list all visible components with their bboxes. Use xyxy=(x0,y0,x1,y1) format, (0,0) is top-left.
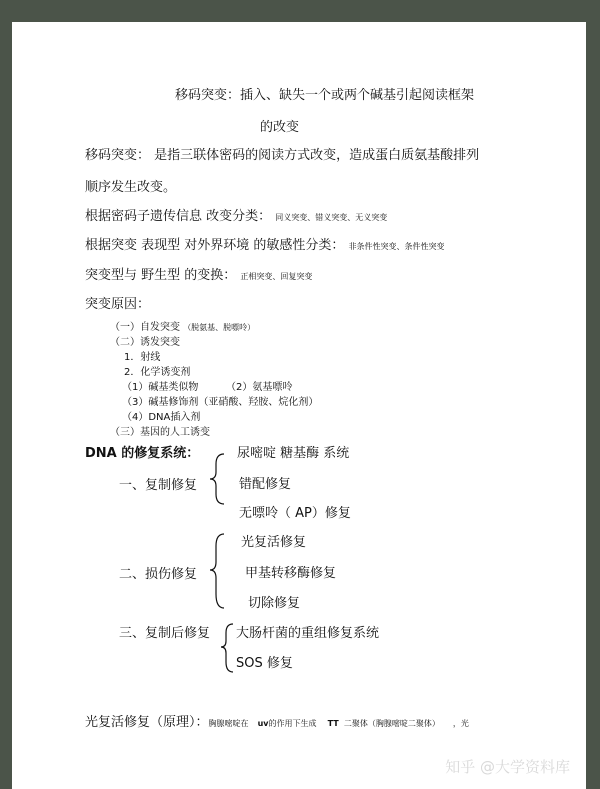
frameshift-definition: 移码突变： 是指三联体密码的阅读方式改变，造成蛋白质氨基酸排列 xyxy=(85,148,480,163)
repair-g2-item-1: 光复活修复 xyxy=(241,535,307,550)
photoreactivation-line: 光复活修复（原理）：胸腺嘧啶在 uv的作用下生成 TT 二聚体（胸腺嘧啶二聚体） ，光 xyxy=(85,715,469,730)
cause-aminopurine: （2）氨基嘌呤 xyxy=(226,382,293,393)
repair-g1-item-3: 无嘌呤（ AP）修复 xyxy=(239,506,351,521)
repair-g2-label: 二、损伤修复 xyxy=(119,567,198,582)
cause-dna-intercalator: （4）DNA插入剂 xyxy=(122,412,201,423)
watermark: 知乎 @大学资料库 xyxy=(445,758,570,776)
repair-g1-item-1: 尿嘧啶 糖基酶 系统 xyxy=(237,446,350,461)
cause-artificial: （三）基因的人工诱变 xyxy=(110,427,210,438)
repair-g2-item-3: 切除修复 xyxy=(248,596,301,611)
cause-induced-radiation: 1．射线 xyxy=(124,352,161,363)
cause-base-analog: （1）碱基类似物 xyxy=(122,382,199,393)
brace-2 xyxy=(208,532,230,610)
repair-g1-label: 一、复制修复 xyxy=(119,478,198,493)
cause-induced-chemical: 2．化学诱变剂 xyxy=(124,367,191,378)
repair-g2-item-2: 甲基转移酶修复 xyxy=(245,566,337,581)
frameshift-definition-cont: 顺序发生改变。 xyxy=(85,180,177,195)
cause-induced: （二）诱发突变 xyxy=(110,337,180,348)
repair-g3-label: 三、复制后修复 xyxy=(119,626,211,641)
cause-spontaneous: （一）自发突变 （脱氨基、脱嘌呤） xyxy=(110,322,256,333)
classification-codon: 根据密码子遗传信息 改变分类： 同义突变、错义突变、无义突变 xyxy=(85,209,388,224)
brace-1 xyxy=(208,452,230,506)
classification-wildtype: 突变型与 野生型 的变换： 正相突变、回复突变 xyxy=(85,268,313,283)
cause-base-modifier: （3）碱基修饰剂（亚硝酸、羟胺、烷化剂） xyxy=(122,397,319,408)
repair-g1-item-2: 错配修复 xyxy=(239,477,292,492)
repair-g3-item-1: 大肠杆菌的重组修复系统 xyxy=(236,626,380,641)
title-line-2: 的改变 xyxy=(260,120,300,135)
repair-g3-item-2: SOS 修复 xyxy=(236,656,293,671)
classification-sensitivity: 根据突变 表现型 对外界环境 的敏感性分类： 非条件性突变、条件性突变 xyxy=(85,238,445,253)
document-page xyxy=(12,22,586,789)
causes-heading: 突变原因： xyxy=(85,297,151,312)
repair-heading: DNA 的修复系统： xyxy=(85,446,200,461)
title-line-1: 移码突变：插入、缺失一个或两个碱基引起阅读框架 xyxy=(175,88,475,103)
